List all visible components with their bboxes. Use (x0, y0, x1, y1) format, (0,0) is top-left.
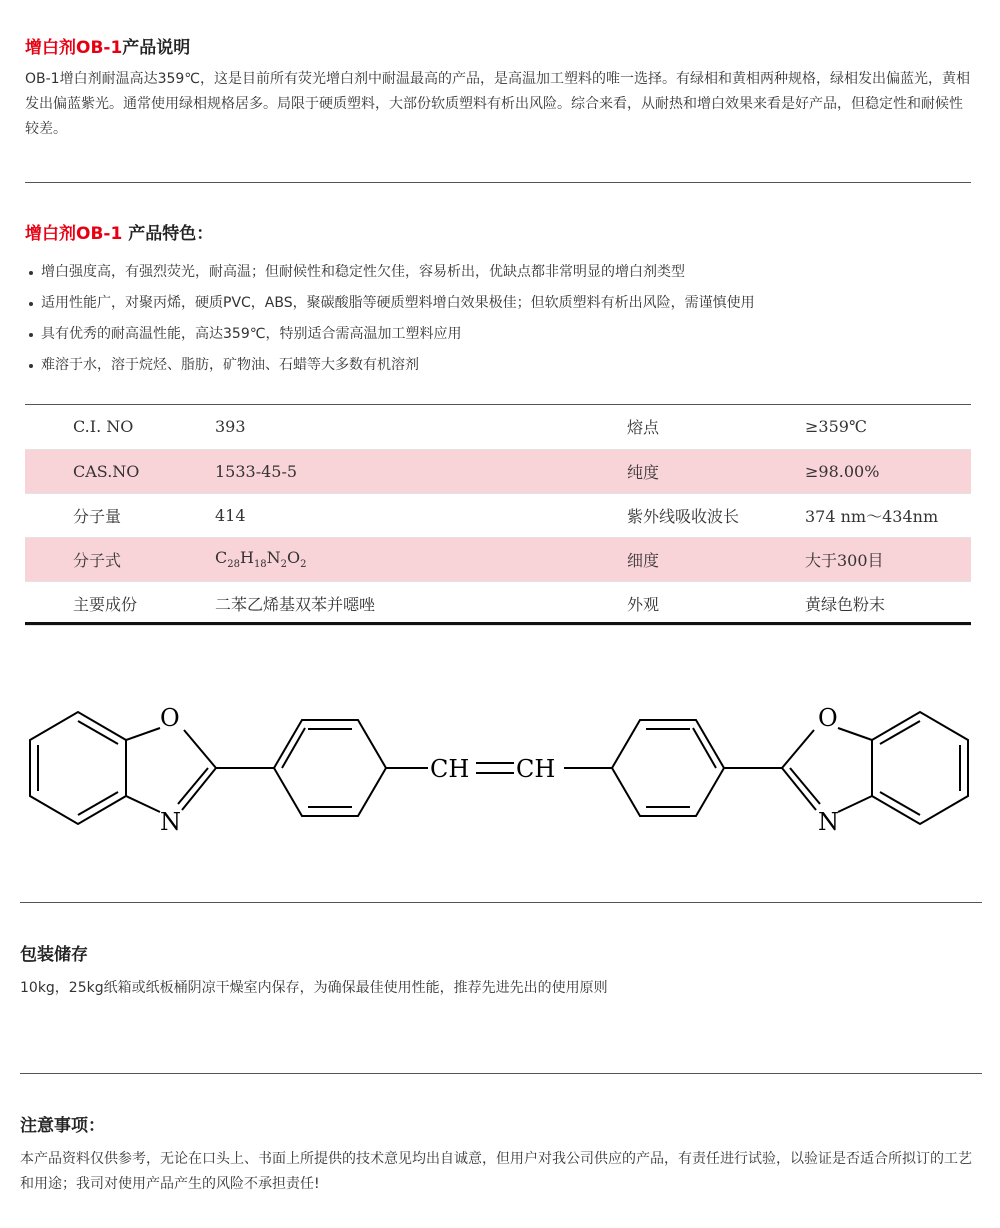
formula-element: N (266, 547, 281, 567)
benzene-ring (274, 720, 386, 816)
feature-item: 适用性能广，对聚丙烯，硬质PVC，ABS，聚碳酸脂等硬质塑料增白效果极佳；但软质塑料有析出风险，需谨慎使用 (25, 288, 973, 319)
spec-key: 外观 (627, 581, 805, 625)
bond (838, 796, 872, 812)
intro-body: OB-1增白剂耐温高达359℃，这是目前所有荧光增白剂中耐温最高的产品，是高温加工塑料的唯一选择。有绿相和黄相两种规格，绿相发出偏蓝光，黄相发出偏蓝紫光。通常使用绿相规格居多。局限于硬质塑料，大部份软质塑料有析出风险。综合来看，从耐热和增白效果来看是好产品，但稳定性和耐候性较差。 (25, 71, 971, 137)
bond (178, 768, 208, 804)
table-row (25, 537, 971, 581)
table-row (25, 581, 971, 625)
formula-count: 2 (280, 559, 288, 571)
bond (782, 768, 816, 810)
feature-item: 难溶于水，溶于烷烃、脂肪，矿物油、石蜡等大多数有机溶剂 (25, 350, 973, 381)
spec-value: 393 (215, 405, 627, 449)
table-row (25, 449, 971, 493)
atom-label: N (818, 808, 839, 836)
benzene-ring (612, 720, 724, 816)
benzene-ring (872, 712, 968, 824)
table-bottom-rule (25, 622, 971, 625)
feature-item: 具有优秀的耐高温性能，高达359℃，特别适合需高温加工塑料应用 (25, 319, 973, 350)
features-title (25, 223, 973, 245)
spec-value: 二苯乙烯基双苯并噁唑 (215, 581, 627, 625)
spec-value: 黄绿色粉末 (805, 581, 971, 625)
formula-count: 2 (300, 559, 307, 571)
bond (838, 728, 872, 740)
intro-section (25, 37, 973, 142)
features-title-highlight: 增白剂OB-1 (25, 224, 123, 244)
spec-key: 分子式 (25, 537, 215, 581)
features-section (25, 223, 973, 381)
features-title-rest: 产品特色： (122, 224, 214, 244)
spec-key: 细度 (627, 537, 805, 581)
table-row (25, 405, 971, 449)
table-row (25, 493, 971, 537)
bond (126, 796, 160, 812)
bond (790, 768, 820, 804)
bond (184, 730, 216, 768)
spec-key: 分子量 (25, 493, 215, 537)
feature-item: 增白强度高，有强烈荧光，耐高温；但耐候性和稳定性欠佳，容易析出，优缺点都非常明显的增白剂类型 (25, 257, 973, 288)
spec-key: 主要成份 (25, 581, 215, 625)
atom-label: O (160, 704, 180, 732)
spec-key: C.I. NO (25, 405, 215, 449)
intro-title (25, 37, 973, 59)
spec-key: 紫外线吸收波长 (627, 493, 805, 537)
formula-element: O (287, 547, 301, 567)
divider (20, 902, 982, 903)
bond (182, 768, 216, 810)
spec-value: ≥98.00% (805, 449, 971, 493)
spec-key: 纯度 (627, 449, 805, 493)
intro-title-rest: 产品说明 (122, 38, 191, 58)
spec-value: 414 (215, 493, 627, 537)
spec-value: 1533-45-5 (215, 449, 627, 493)
formula-element: C (215, 547, 228, 567)
formula-count: 18 (253, 559, 267, 571)
notice-section (20, 1115, 982, 1197)
features-list (25, 257, 973, 381)
spec-table (25, 405, 971, 626)
spec-value: 374 nm～434nm (805, 493, 971, 537)
divider (20, 1073, 982, 1074)
storage-section (20, 944, 980, 1001)
notice-title: 注意事项： (20, 1116, 105, 1136)
spec-key: CAS.NO (25, 449, 215, 493)
bond (126, 728, 160, 740)
formula-count: 28 (227, 559, 240, 571)
spec-value: 大于300目 (805, 537, 971, 581)
storage-body: 10kg，25kg纸箱或纸板桶阴凉干燥室内保存，为确保最佳使用性能，推荐先进先出的使用原则 (20, 980, 608, 996)
spec-key: 熔点 (627, 405, 805, 449)
atom-label: N (160, 808, 181, 836)
atom-label: O (818, 704, 838, 732)
group-label: CH (516, 755, 556, 783)
spec-value: ≥359℃ (805, 405, 971, 449)
notice-body: 本产品资料仅供参考，无论在口头上、书面上所提供的技术意见均出自诚意，但用户对我公司供应的产品，有责任进行试验，以验证是否适合所拟订的工艺和用途；我司对使用产品产生的风险不承担责任! (20, 1151, 972, 1192)
storage-title: 包装储存 (20, 945, 88, 965)
intro-title-highlight: 增白剂OB-1 (25, 38, 123, 58)
bond (782, 730, 814, 768)
divider (25, 182, 971, 183)
group-label: CH (430, 755, 470, 783)
molecular-formula (215, 537, 627, 581)
benzene-ring (30, 712, 126, 824)
structural-formula (20, 690, 980, 850)
formula-element: H (239, 547, 254, 567)
